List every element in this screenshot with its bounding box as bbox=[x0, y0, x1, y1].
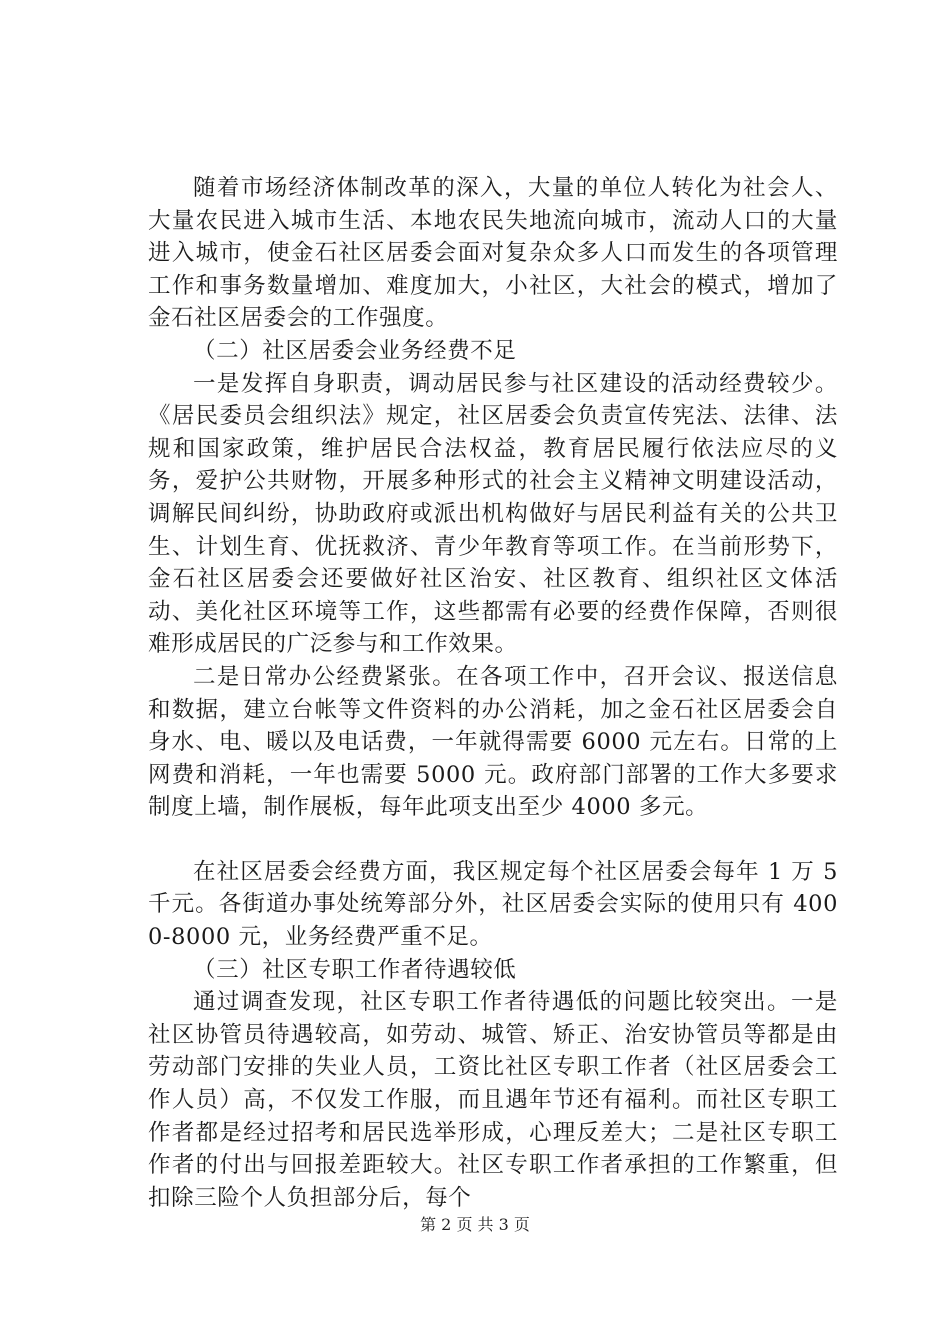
page-footer: 第 2 页 共 3 页 bbox=[420, 1215, 530, 1234]
paragraph-funding-regulation: 在社区居委会经费方面，我区规定每个社区居委会每年 1 万 5 千元。各街道办事处统筹部分外，社区居委会实际的使用只有 4000-8000 元，业务经费严重不足。 bbox=[148, 858, 838, 951]
paragraph-salary: 通过调查发现，社区专职工作者待遇低的问题比较突出。一是社区协管员待遇较高，如劳动、城管、矫正、治安协管员等都是由劳动部门安排的失业人员，工资比社区专职工作者（社区居委会工作人员）高，不仅发工作服，而且遇年节还有福利。而社区专职工作者都是经过招考和居民选举形成，心理反差大；二是社区专职工作者的付出与回报差距较大。社区专职工作者承担的工作繁重，但扣除三险个人负担部分后，每个 bbox=[148, 989, 838, 1211]
section-heading-salary: （三）社区专职工作者待遇较低 bbox=[193, 956, 517, 983]
section-heading-funding: （二）社区居委会业务经费不足 bbox=[193, 337, 517, 364]
paragraph-workload: 随着市场经济体制改革的深入，大量的单位人转化为社会人、大量农民进入城市生活、本地农民失地流向城市，流动人口的大量进入城市，使金石社区居委会面对复杂众多人口而发生的各项管理工作和事务数量增加、难度加大，小社区，大社会的模式，增加了金石社区居委会的工作强度。 bbox=[148, 175, 838, 332]
document-body bbox=[148, 172, 838, 1214]
paragraph-activity-funding: 一是发挥自身职责，调动居民参与社区建设的活动经费较少。《居民委员会组织法》规定，社区居委会负责宣传宪法、法律、法规和国家政策，维护居民合法权益，教育居民履行依法应尽的义务，爱护公共财物，开展多种形式的社会主义精神文明建设活动，调解民间纠纷，协助政府或派出机构做好与居民利益有关的公共卫生、计划生育、优抚救济、青少年教育等项工作。在当前形势下，金石社区居委会还要做好社区治安、社区教育、组织社区文体活动、美化社区环境等工作，这些都需有必要的经费作保障，否则很难形成居民的广泛参与和工作效果。 bbox=[148, 370, 838, 658]
paragraph-office-funding: 二是日常办公经费紧张。在各项工作中，召开会议、报送信息和数据，建立台帐等文件资料的办公消耗，加之金石社区居委会自身水、电、暖以及电话费，一年就得需要 6000 元左右。日常的上网费和消耗，一年也需要 5000 元。政府部门部署的工作大多要求制度上墙，制作展板，每年此项支出至少 4000 多元。 bbox=[148, 663, 838, 821]
